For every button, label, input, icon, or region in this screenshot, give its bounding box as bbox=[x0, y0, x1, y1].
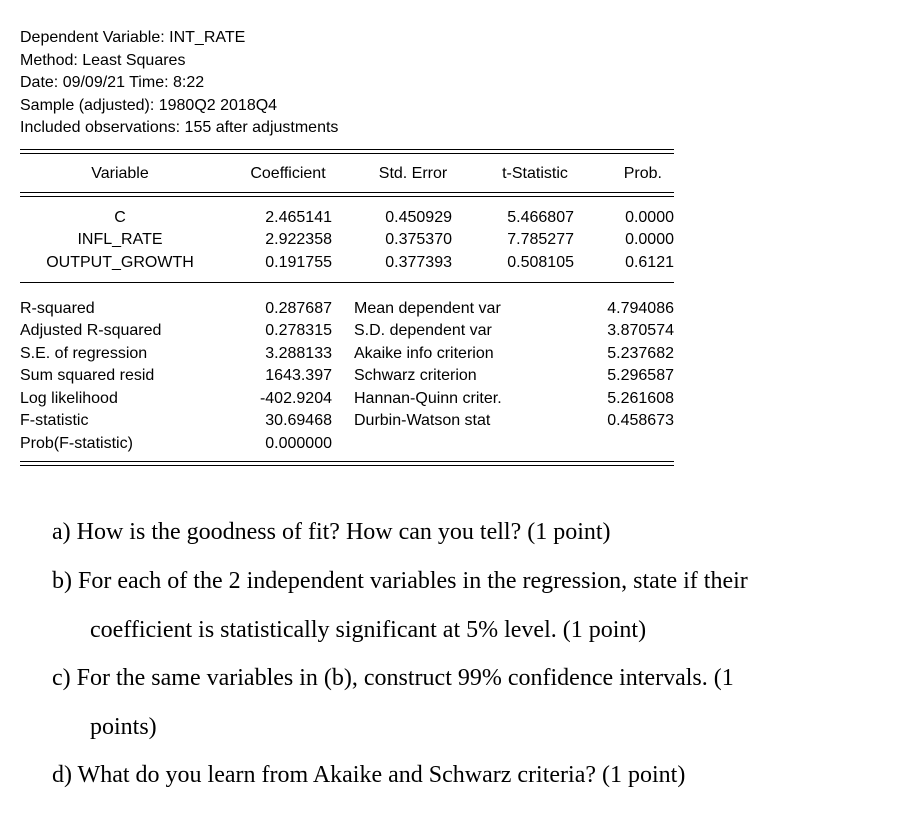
stat-value: 30.69468 bbox=[265, 412, 332, 429]
question-a: a) How is the goodness of fit? How can you tell? (1 point) bbox=[52, 519, 611, 545]
stat-label: Sum squared resid bbox=[20, 367, 155, 384]
stat-label: Mean dependent var bbox=[354, 300, 501, 317]
stat-value: 5.237682 bbox=[607, 345, 674, 362]
stat-value: 3.870574 bbox=[607, 322, 674, 339]
stat-label: S.D. dependent var bbox=[354, 322, 492, 339]
observations: Included observations: 155 after adjustments bbox=[20, 119, 339, 136]
col-header-std-error: Std. Error bbox=[378, 165, 448, 182]
row-coefficient: 0.191755 bbox=[265, 254, 332, 271]
dependent-variable: Dependent Variable: INT_RATE bbox=[20, 29, 246, 46]
sample: Sample (adjusted): 1980Q2 2018Q4 bbox=[20, 96, 278, 114]
stat-value: 0.287687 bbox=[265, 300, 332, 317]
divider-bottom-1 bbox=[20, 461, 674, 462]
question-c-continued: points) bbox=[90, 714, 157, 740]
stat-value: -402.9204 bbox=[259, 390, 332, 407]
stat-label: F-statistic bbox=[20, 412, 89, 429]
divider-middle bbox=[20, 282, 674, 283]
stat-label: Hannan-Quinn criter. bbox=[354, 390, 502, 407]
stat-value: 0.000000 bbox=[265, 435, 332, 452]
row-t-statistic: 0.508105 bbox=[507, 254, 574, 271]
stat-value: 1643.397 bbox=[265, 367, 332, 384]
stat-label: Durbin-Watson stat bbox=[354, 412, 491, 429]
stat-value: 0.278315 bbox=[265, 322, 332, 339]
stat-label: Schwarz criterion bbox=[354, 367, 477, 384]
divider-bottom-2 bbox=[20, 465, 674, 466]
divider-header-1 bbox=[20, 192, 674, 193]
stat-value: 3.288133 bbox=[265, 345, 332, 362]
row-t-statistic: 7.785277 bbox=[507, 231, 574, 248]
stat-value: 5.261608 bbox=[607, 390, 674, 407]
stat-label: Adjusted R-squared bbox=[20, 322, 162, 339]
divider-header-2 bbox=[20, 196, 674, 197]
divider-top-1 bbox=[20, 149, 674, 150]
stat-label: Log likelihood bbox=[20, 390, 118, 407]
row-variable: INFL_RATE bbox=[77, 231, 163, 248]
stat-label: S.E. of regression bbox=[20, 345, 148, 362]
row-variable: C bbox=[114, 209, 126, 226]
stat-label: R-squared bbox=[20, 300, 95, 317]
method: Method: Least Squares bbox=[20, 51, 186, 69]
row-variable: OUTPUT_GROWTH bbox=[46, 254, 194, 271]
row-coefficient: 2.465141 bbox=[265, 209, 332, 226]
stat-value: 4.794086 bbox=[607, 300, 674, 317]
row-prob: 0.6121 bbox=[625, 254, 674, 271]
row-prob: 0.0000 bbox=[625, 231, 674, 248]
stat-value: 5.296587 bbox=[607, 367, 674, 384]
stat-label: Prob(F-statistic) bbox=[20, 435, 133, 452]
row-coefficient: 2.922358 bbox=[265, 231, 332, 248]
regression-header bbox=[20, 27, 338, 140]
date-time: Date: 09/09/21 Time: 8:22 bbox=[20, 74, 205, 91]
col-header-t-statistic: t-Statistic bbox=[502, 165, 568, 182]
question-b-continued: coefficient is statistically significant at 5% level. (1 point) bbox=[90, 617, 647, 643]
question-b: b) For each of the 2 independent variables in the regression, state if their bbox=[52, 568, 748, 594]
row-prob: 0.0000 bbox=[625, 209, 674, 226]
question-c: c) For the same variables in (b), construct 99% confidence intervals. (1 bbox=[52, 665, 734, 691]
stat-value: 0.458673 bbox=[607, 412, 674, 429]
row-std-error: 0.375370 bbox=[385, 231, 452, 248]
row-t-statistic: 5.466807 bbox=[507, 209, 574, 226]
col-header-variable: Variable bbox=[91, 165, 149, 182]
row-std-error: 0.450929 bbox=[385, 209, 452, 226]
row-std-error: 0.377393 bbox=[385, 254, 452, 271]
divider-top-2 bbox=[20, 153, 674, 154]
col-header-prob: Prob. bbox=[623, 165, 662, 182]
stat-label: Akaike info criterion bbox=[354, 345, 494, 362]
col-header-coefficient: Coefficient bbox=[250, 165, 326, 182]
question-d: d) What do you learn from Akaike and Schwarz criteria? (1 point) bbox=[52, 762, 686, 788]
